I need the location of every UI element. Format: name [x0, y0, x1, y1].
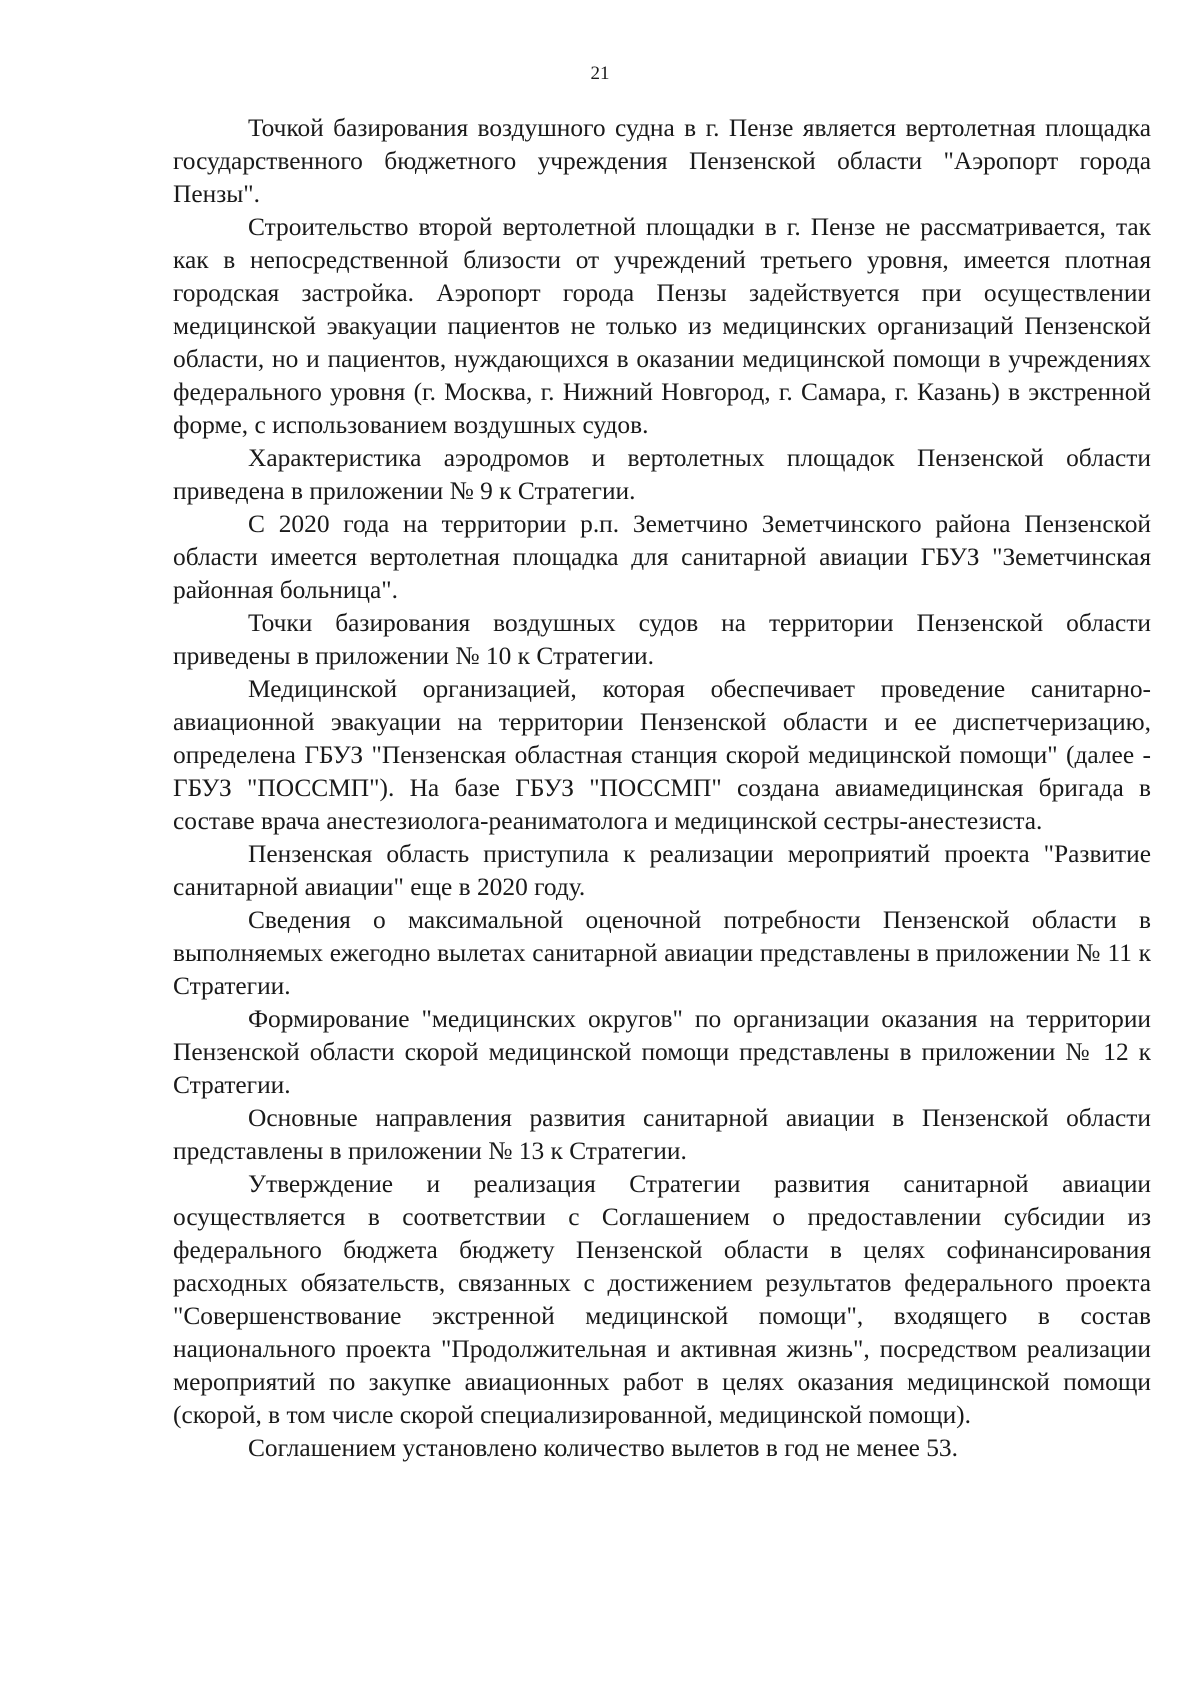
paragraph-airfield-characteristics: Характеристика аэродромов и вертолетных площадок Пензенской области приведена в приложении № 9 к Стратегии.	[173, 444, 1151, 505]
paragraph-project-start: Пензенская область приступила к реализации мероприятий проекта "Развитие санитарной авиации" еще в 2020 году.	[173, 840, 1151, 901]
paragraph-medical-districts: Формирование "медицинских округов" по организации оказания на территории Пензенской области скорой медицинской помощи представлены в приложении № 12 к Стратегии.	[173, 1005, 1151, 1099]
paragraph-flights-per-year: Соглашением установлено количество вылетов в год не менее 53.	[248, 1434, 958, 1462]
paragraph-flight-demand: Сведения о максимальной оценочной потребности Пензенской области в выполняемых ежегодно вылетах санитарной авиации представлены в приложении № 11 к Стратегии.	[173, 906, 1151, 1000]
document-body	[173, 112, 1151, 1465]
paragraph-medical-organization: Медицинской организацией, которая обеспечивает проведение санитарно-авиационной эвакуации на территории Пензенской области и ее диспетчеризацию, определена ГБУЗ "Пензенская областная станция скорой медицинской помощи" (далее - ГБУЗ "ПОССМП"). На базе ГБУЗ "ПОССМП" создана авиамедицинская бригада в составе врача анестезиолога-реаниматолога и медицинской сестры-анестезиста.	[173, 675, 1151, 835]
paragraph-airbase: Точкой базирования воздушного судна в г. Пензе является вертолетная площадка государственного бюджетного учреждения Пензенской области "Аэропорт города Пензы".	[173, 114, 1151, 208]
paragraph-zemetchino-helipad: С 2020 года на территории р.п. Земетчино Земетчинского района Пензенской области имеется вертолетная площадка для санитарной авиации ГБУЗ "Земетчинская районная больница".	[173, 510, 1151, 604]
paragraph-second-helipad: Строительство второй вертолетной площадки в г. Пензе не рассматривается, так как в непосредственной близости от учреждений третьего уровня, имеется плотная городская застройка. Аэропорт города Пензы задействуется при осуществлении медицинской эвакуации пациентов не только из медицинских организаций Пензенской области, но и пациентов, нуждающихся в оказании медицинской помощи в учреждениях федерального уровня (г. Москва, г. Нижний Новгород, г. Самара, г. Казань) в экстренной форме, с использованием воздушных судов.	[173, 213, 1151, 439]
paragraph-agreement: Утверждение и реализация Стратегии развития санитарной авиации осуществляется в соответствии с Соглашением о предоставлении субсидии из федерального бюджета бюджету Пензенской области в целях софинансирования расходных обязательств, связанных с достижением результатов федерального проекта "Совершенствование экстренной медицинской помощи", входящего в состав национального проекта "Продолжительная и активная жизнь", посредством реализации мероприятий по закупке авиационных работ в целях оказания медицинской помощи (скорой, в том числе скорой специализированной, медицинской помощи).	[173, 1170, 1151, 1429]
page-number: 21	[590, 63, 610, 84]
paragraph-main-directions: Основные направления развития санитарной авиации в Пензенской области представлены в приложении № 13 к Стратегии.	[173, 1104, 1151, 1165]
paragraph-base-points: Точки базирования воздушных судов на территории Пензенской области приведены в приложении № 10 к Стратегии.	[173, 609, 1151, 670]
